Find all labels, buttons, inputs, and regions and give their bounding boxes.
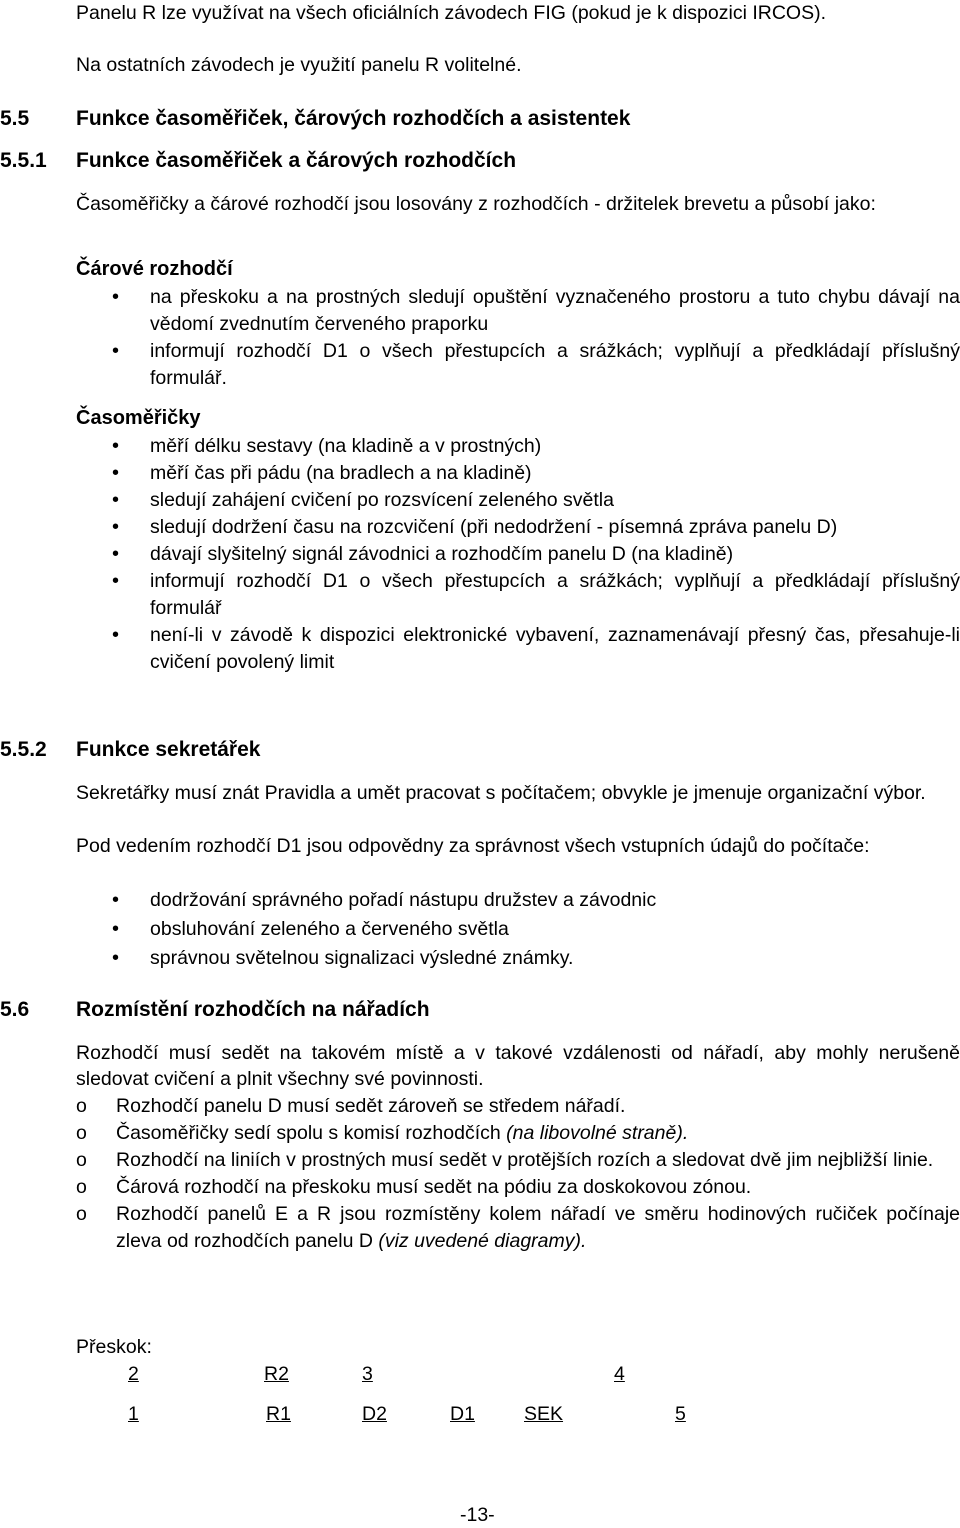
bullet-icon: • <box>112 889 120 911</box>
section-5-5-title: Funkce časoměřiček, čárových rozhodčích a asistentek <box>76 107 631 130</box>
bullet-icon: • <box>112 570 120 592</box>
list-item: • sledují zahájení cvičení po rozsvícení zeleného světla <box>0 487 960 514</box>
list-item: o Časoměřičky sedí spolu s komisí rozhodčích (na libovolné straně). <box>0 1120 960 1147</box>
list-item: • informují rozhodčí D1 o všech přestupcích a srážkách; vyplňují a předkládají příslušný formulář. <box>112 340 960 389</box>
section-5-6-number: 5.6 <box>0 998 30 1021</box>
section-5-5-2-paragraph-2: Pod vedením rozhodčí D1 jsou odpovědny za správnost všech vstupních údajů do počítače: <box>76 835 870 857</box>
vault-position-r1: R1 <box>266 1403 291 1425</box>
line-judges-list <box>0 284 960 392</box>
bullet-icon: • <box>112 435 120 457</box>
secretary-duties-list <box>0 886 960 973</box>
vault-position-1: 1 <box>128 1403 139 1425</box>
list-item: • není-li v závodě k dispozici elektronické vybavení, zaznamenávají přesný čas, přesahuje-li cvičení povolený limit <box>112 624 960 673</box>
vault-position-3: 3 <box>362 1363 373 1385</box>
list-item: • dodržování správného pořadí nástupu družstev a závodnic <box>0 886 960 915</box>
vault-position-r2: R2 <box>264 1363 289 1385</box>
bullet-icon: • <box>112 543 120 565</box>
vault-position-sek: SEK <box>524 1403 564 1425</box>
section-5-5-1-title: Funkce časoměřiček a čárových rozhodčích <box>76 149 517 172</box>
list-item: • dávají slyšitelný signál závodnici a rozhodčím panelu D (na kladině) <box>0 541 960 568</box>
section-5-5-2-paragraph-1: Sekretářky musí znát Pravidla a umět pracovat s počítačem; obvykle je jmenuje organizační výbor. <box>76 782 926 804</box>
list-item: • sledují dodržení času na rozcvičení (při nedodržení - písemná zpráva panelu D) <box>0 514 960 541</box>
circle-bullet-icon: o <box>76 1176 87 1198</box>
page-number: -13- <box>460 1504 495 1526</box>
bullet-icon: • <box>112 624 120 646</box>
list-item: • měří čas při pádu (na bradlech a na kladině) <box>0 460 960 487</box>
intro-paragraph: Panelu R lze využívat na všech oficiálních závodech FIG (pokud je k dispozici IRCOS). <box>76 2 826 24</box>
vault-position-d1: D1 <box>450 1403 475 1425</box>
vault-position-d2: D2 <box>362 1403 387 1425</box>
list-item: o Čárová rozhodčí na přeskoku musí sedět na pódiu za doskokovou zónou. <box>0 1174 960 1201</box>
vault-position-5: 5 <box>675 1403 686 1425</box>
bullet-icon: • <box>112 462 120 484</box>
circle-bullet-icon: o <box>76 1203 87 1225</box>
section-5-6-title: Rozmístění rozhodčích na nářadích <box>76 998 430 1021</box>
circle-bullet-icon: o <box>76 1122 87 1144</box>
section-5-5-number: 5.5 <box>0 107 30 130</box>
list-item: o Rozhodčí na liniích v prostných musí sedět v protějších rozích a sledovat dvě jim nejbližší linie. <box>0 1147 960 1174</box>
circle-bullet-icon: o <box>76 1149 87 1171</box>
list-item: o Rozhodčí panelu D musí sedět zároveň se středem nářadí. <box>0 1093 960 1120</box>
section-5-5-2-title: Funkce sekretářek <box>76 738 261 761</box>
list-item: • informují rozhodčí D1 o všech přestupcích a srážkách; vyplňují a předkládají příslušný formulář <box>112 570 960 619</box>
vault-position-2: 2 <box>128 1363 139 1385</box>
section-5-5-2-number: 5.5.2 <box>0 738 47 761</box>
bullet-icon: • <box>112 947 120 969</box>
section-5-6-text: Rozhodčí musí sedět na takovém místě a v takové vzdálenosti od nářadí, aby mohly nerušeně sledovat cvičení a plnit všechny své povinnosti. <box>76 1042 960 1090</box>
judges-placement-list <box>0 1093 960 1255</box>
list-item: o Rozhodčí panelů E a R jsou rozmístěny kolem nářadí ve směru hodinových ručiček počínaje zleva od rozhodčích panelu D (viz uvedené diagramy). <box>76 1203 960 1252</box>
line-judges-heading: Čárové rozhodčí <box>76 258 233 280</box>
intro-note: Na ostatních závodech je využití panelu R volitelné. <box>76 54 522 76</box>
bullet-icon: • <box>112 516 120 538</box>
timers-list <box>0 433 960 676</box>
list-item: • obsluhování zeleného a červeného světla <box>0 915 960 944</box>
bullet-icon: • <box>112 286 120 308</box>
list-item: • měří délku sestavy (na kladině a v prostných) <box>0 433 960 460</box>
timers-heading: Časoměřičky <box>76 407 201 429</box>
bullet-icon: • <box>112 918 120 940</box>
section-5-5-1-text: Časoměřičky a čárové rozhodčí jsou losovány z rozhodčích - držitelek brevetu a působí jako: <box>76 193 876 215</box>
bullet-icon: • <box>112 340 120 362</box>
list-item: • na přeskoku a na prostných sledují opuštění vyznačeného prostoru a tuto chybu dávají na vědomí zvednutím červeného praporku <box>112 286 960 335</box>
circle-bullet-icon: o <box>76 1095 87 1117</box>
bullet-icon: • <box>112 489 120 511</box>
vault-position-4: 4 <box>614 1363 625 1385</box>
list-item: • správnou světelnou signalizaci výsledné známky. <box>0 944 960 973</box>
vault-diagram-label: Přeskok: <box>76 1336 152 1358</box>
section-5-5-1-number: 5.5.1 <box>0 149 47 172</box>
